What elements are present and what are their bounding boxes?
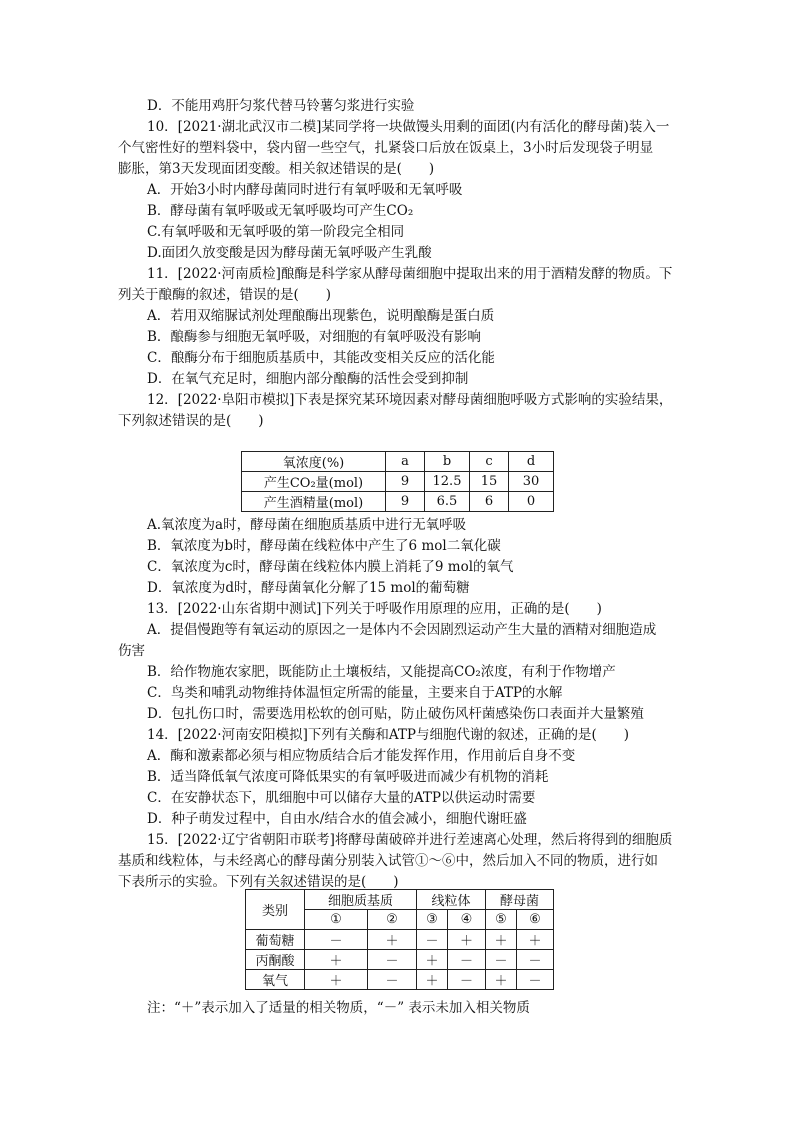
table-header-row xyxy=(246,890,554,910)
table-cell: ＋ xyxy=(368,930,417,950)
q14-option-b: B．适当降低氧气浓度可降低果实的有氧呼吸进而减少有机物的消耗 xyxy=(147,769,549,785)
tube-number: ③ xyxy=(417,910,448,930)
q13-option-a-1: A．提倡慢跑等有氧运动的原因之一是体内不会因剧烈运动产生大量的酒精对细胞造成 xyxy=(147,622,657,638)
table-cell: ＋ xyxy=(305,970,368,990)
table-cell: ＋ xyxy=(417,950,448,970)
q10-option-b: B．酵母菌有氧呼吸或无氧呼吸均可产生CO₂ xyxy=(147,203,414,219)
q14-option-a: A．酶和激素都必须与相应物质结合后才能发挥作用，作用前后自身不变 xyxy=(147,748,576,764)
table-cell: － xyxy=(368,950,417,970)
q10-option-a: A．开始3小时内酵母菌同时进行有氧呼吸和无氧呼吸 xyxy=(147,182,463,198)
table-cell: － xyxy=(486,950,517,970)
table-cell: ＋ xyxy=(417,970,448,990)
table-cell: 丙酮酸 xyxy=(246,950,305,970)
table-group-header: 线粒体 xyxy=(417,890,486,910)
q13-option-d: D．包扎伤口时，需要选用松软的创可贴，防止破伤风杆菌感染伤口表面并大量繁殖 xyxy=(147,706,644,722)
table-cell: － xyxy=(305,930,368,950)
table-cell: b xyxy=(425,452,470,472)
q10-stem-2: 个气密性好的塑料袋中，袋内留一些空气，扎紧袋口后放在饭桌上，3小时后发现袋子明显 xyxy=(118,140,654,156)
q14-option-d: D．种子萌发过程中，自由水/结合水的值会减小，细胞代谢旺盛 xyxy=(147,811,527,827)
table-row xyxy=(246,970,554,990)
table-cell: 产生酒精量(mol) xyxy=(242,492,386,512)
q11-stem-2: 列关于酿酶的叙述，错误的是( ) xyxy=(118,287,332,303)
q12-option-c: C．氧浓度为c时，酵母菌在线粒体内膜上消耗了9 mol的氧气 xyxy=(147,559,514,575)
q10-stem-3: 膨胀，第3天发现面团变酸。相关叙述错误的是( ) xyxy=(118,161,435,177)
oxygen-concentration-table xyxy=(241,451,554,512)
table-cell: － xyxy=(517,950,554,970)
q11-option-d: D．在氧气充足时，细胞内部分酿酶的活性会受到抑制 xyxy=(147,371,469,387)
table-row xyxy=(242,472,554,492)
table-header-row xyxy=(242,452,554,472)
q13-option-c: C．鸟类和哺乳动物维持体温恒定所需的能量，主要来自于ATP的水解 xyxy=(147,685,563,701)
q15-stem-1: 15．[2022·辽宁省朝阳市联考]将酵母菌破碎并进行差速离心处理，然后将得到的细胞质 xyxy=(147,832,673,848)
table-note: 注：“＋”表示加入了适量的相关物质，“－” 表示未加入相关物质 xyxy=(147,1000,530,1016)
q10-option-d: D.面团久放变酸是因为酵母菌无氧呼吸产生乳酸 xyxy=(147,245,432,261)
q10-option-c: C.有氧呼吸和无氧呼吸的第一阶段完全相同 xyxy=(147,224,405,240)
table-cell: 葡萄糖 xyxy=(246,930,305,950)
q12-option-d: D．氧浓度为d时，酵母菌氧化分解了15 mol的葡萄糖 xyxy=(147,580,470,596)
tube-number: ① xyxy=(305,910,368,930)
q11-stem-1: 11．[2022·河南质检]酿酶是科学家从酵母菌细胞中提取出来的用于酒精发酵的物质。下 xyxy=(147,266,673,282)
q9-option-d: D．不能用鸡肝匀浆代替马铃薯匀浆进行实验 xyxy=(147,98,415,114)
table-row xyxy=(246,950,554,970)
table-cell: ＋ xyxy=(486,970,517,990)
table-cell: a xyxy=(386,452,425,472)
q15-stem-3: 下表所示的实验。下列有关叙述错误的是( ) xyxy=(118,874,399,890)
table-cell: 9 xyxy=(386,472,425,492)
q11-option-b: B．酿酶参与细胞无氧呼吸，对细胞的有氧呼吸没有影响 xyxy=(147,329,481,345)
table-group-header: 酵母菌 xyxy=(486,890,554,910)
table-cell: c xyxy=(470,452,509,472)
q14-option-c: C．在安静状态下，肌细胞中可以储存大量的ATP以供运动时需要 xyxy=(147,790,536,806)
tube-number: ② xyxy=(368,910,417,930)
q10-stem-1: 10．[2021·湖北武汉市二模]某同学将一块做馒头用剩的面团(内有活化的酵母菌)装入一 xyxy=(147,119,670,135)
table-cell: d xyxy=(509,452,554,472)
table-cell: 6 xyxy=(470,492,509,512)
table-row xyxy=(246,930,554,950)
q13-option-b: B．给作物施农家肥，既能防止土壤板结，又能提高CO₂浓度，有利于作物增产 xyxy=(147,664,616,680)
table-cell: 9 xyxy=(386,492,425,512)
table-cell: 氧浓度(%) xyxy=(242,452,386,472)
table-cell: ＋ xyxy=(486,930,517,950)
q11-option-c: C．酿酶分布于细胞质基质中，其能改变相关反应的活化能 xyxy=(147,350,495,366)
tube-number: ⑥ xyxy=(517,910,554,930)
table-cell: ＋ xyxy=(305,950,368,970)
table-cell: 0 xyxy=(509,492,554,512)
q11-option-a: A．若用双缩脲试剂处理酿酶出现紫色，说明酿酶是蛋白质 xyxy=(147,308,495,324)
table-cell: － xyxy=(517,970,554,990)
q13-stem: 13．[2022·山东省期中测试]下列关于呼吸作用原理的应用，正确的是( ) xyxy=(147,601,602,617)
table-cell: 12.5 xyxy=(425,472,470,492)
table-cell: ＋ xyxy=(448,930,486,950)
tube-number: ⑤ xyxy=(486,910,517,930)
table-row xyxy=(242,492,554,512)
q12-option-a: A.氧浓度为a时，酵母菌在细胞质基质中进行无氧呼吸 xyxy=(147,517,467,533)
table-cell: － xyxy=(448,950,486,970)
tube-number: ④ xyxy=(448,910,486,930)
q12-stem-1: 12．[2022·阜阳市模拟]下表是探究某环境因素对酵母菌细胞呼吸方式影响的实验结果， xyxy=(147,392,673,408)
q12-stem-2: 下列叙述错误的是( ) xyxy=(118,413,264,429)
q15-stem-2: 基质和线粒体，与未经离心的酵母菌分别装入试管①～⑥中，然后加入不同的物质，进行如 xyxy=(118,853,658,869)
table-cell: 氧气 xyxy=(246,970,305,990)
table-group-header: 细胞质基质 xyxy=(305,890,417,910)
q13-option-a-2: 伤害 xyxy=(118,643,145,659)
experiment-table xyxy=(245,889,554,990)
table-cell: － xyxy=(448,970,486,990)
table-cell: 产生CO₂量(mol) xyxy=(242,472,386,492)
table-cell: － xyxy=(417,930,448,950)
table-cell: 6.5 xyxy=(425,492,470,512)
table-cell: ＋ xyxy=(517,930,554,950)
table-cell: 30 xyxy=(509,472,554,492)
table-corner-cell: 类别 xyxy=(246,890,305,930)
table-cell: － xyxy=(368,970,417,990)
q12-option-b: B．氧浓度为b时，酵母菌在线粒体中产生了6 mol二氧化碳 xyxy=(147,538,501,554)
q14-stem: 14．[2022·河南安阳模拟]下列有关酶和ATP与细胞代谢的叙述，正确的是( ) xyxy=(147,727,629,743)
table-cell: 15 xyxy=(470,472,509,492)
